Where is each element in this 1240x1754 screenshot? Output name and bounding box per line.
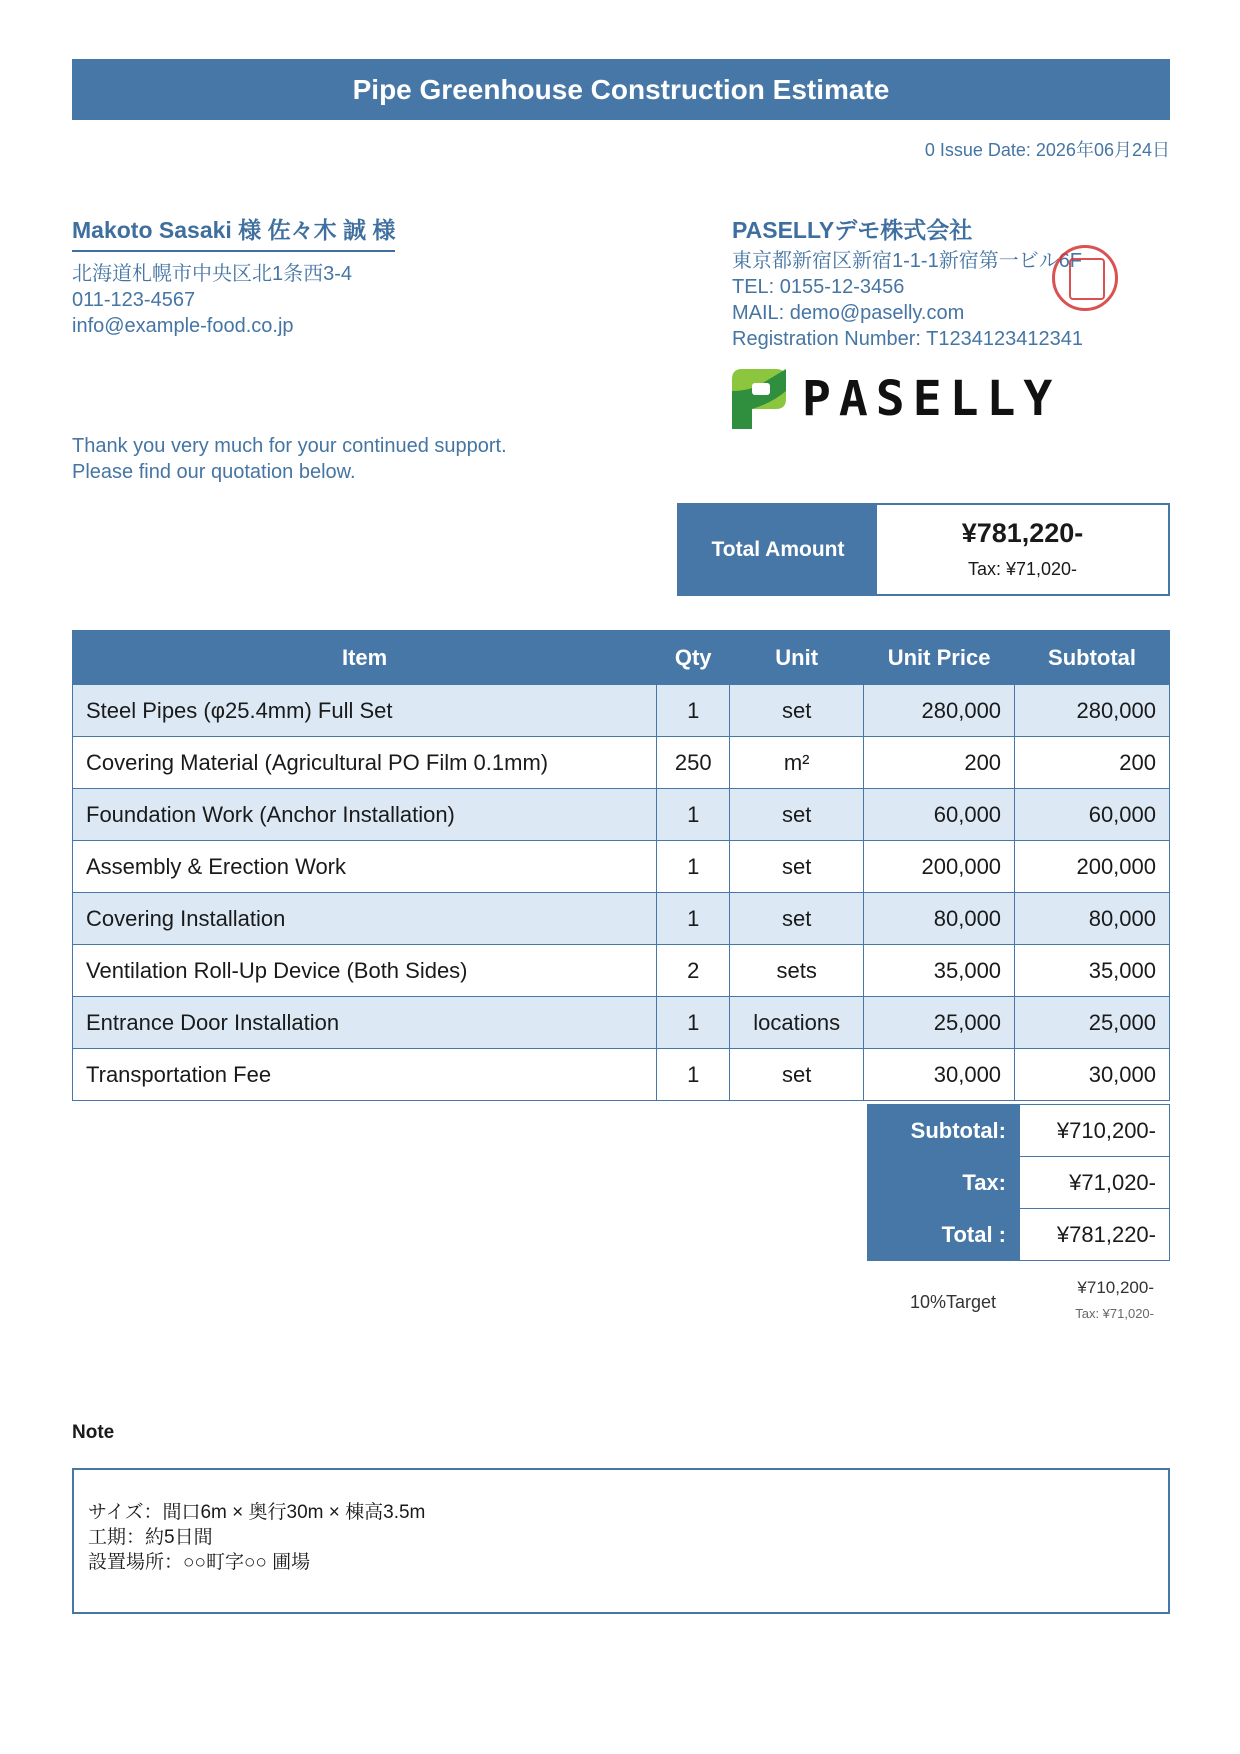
summary-subtotal-row — [868, 1105, 1170, 1157]
company-tel: TEL: 0155-12-3456 — [732, 276, 905, 298]
company-address: 東京都新宿区新宿1-1-1新宿第一ビル6F — [732, 250, 1083, 272]
cell-item: Assembly & Erection Work — [73, 841, 657, 893]
client-email: info@example-food.co.jp — [72, 315, 294, 337]
cell-unit: set — [730, 841, 864, 893]
cell-unit: set — [730, 685, 864, 737]
company-info — [732, 248, 1083, 352]
cell-unit: set — [730, 1049, 864, 1101]
summary-tax-label: Tax: — [868, 1157, 1020, 1209]
header-unit-price: Unit Price — [864, 631, 1015, 685]
company-logo — [732, 368, 1060, 430]
cell-item: Steel Pipes (φ25.4mm) Full Set — [73, 685, 657, 737]
issue-date: 0 Issue Date: 2026年06月24日 — [924, 140, 1170, 160]
cell-price: 60,000 — [864, 789, 1015, 841]
tax-target-label: 10%Target — [910, 1292, 997, 1312]
client-address: 北海道札幌市中央区北1条西3-4 — [72, 263, 353, 285]
table-row — [73, 841, 1170, 893]
cell-item: Ventilation Roll-Up Device (Both Sides) — [73, 945, 657, 997]
cell-subtotal: 80,000 — [1015, 893, 1170, 945]
note-box — [72, 1468, 1170, 1614]
logo-wordmark: PASELLY — [802, 371, 1061, 427]
cell-subtotal: 30,000 — [1015, 1049, 1170, 1101]
tax-target-tax: Tax: ¥71,020- — [1075, 1306, 1154, 1321]
cell-unit: m² — [730, 737, 864, 789]
cell-subtotal: 60,000 — [1015, 789, 1170, 841]
cell-item: Covering Material (Agricultural PO Film 0.1mm) — [73, 737, 657, 789]
note-title: Note — [72, 1422, 115, 1443]
summary-tax-row — [868, 1157, 1170, 1209]
header-unit: Unit — [730, 631, 864, 685]
company-registration: Registration Number: T1234123412341 — [732, 328, 1083, 350]
cell-price: 200 — [864, 737, 1015, 789]
company-seal-stamp — [1052, 245, 1118, 311]
cell-qty: 250 — [657, 737, 730, 789]
company-mail: MAIL: demo@paselly.com — [732, 302, 965, 324]
cell-qty: 1 — [657, 893, 730, 945]
leaf-logo-icon — [732, 369, 786, 429]
header-subtotal: Subtotal — [1015, 631, 1170, 685]
table-header-row — [73, 631, 1170, 685]
tax-target-amount: ¥710,200- — [1077, 1278, 1154, 1297]
summary-total-row — [868, 1209, 1170, 1261]
summary-total-label: Total : — [868, 1209, 1020, 1261]
summary-table — [867, 1104, 1170, 1261]
total-tax-value: Tax: ¥71,020- — [967, 559, 1078, 579]
table-row — [73, 737, 1170, 789]
cell-item: Foundation Work (Anchor Installation) — [73, 789, 657, 841]
cell-item: Entrance Door Installation — [73, 997, 657, 1049]
summary-subtotal-value: ¥710,200- — [1020, 1105, 1170, 1157]
total-amount-label: Total Amount — [679, 505, 877, 594]
table-row — [73, 945, 1170, 997]
table-row — [73, 997, 1170, 1049]
total-amount-box — [677, 503, 1170, 596]
total-amount-values — [877, 505, 1168, 594]
cell-item: Covering Installation — [73, 893, 657, 945]
note-line-size: サイズ：間口6m × 奥行30m × 棟高3.5m — [88, 1502, 426, 1523]
summary-tax-value: ¥71,020- — [1020, 1157, 1170, 1209]
cell-item: Transportation Fee — [73, 1049, 657, 1101]
cell-price: 200,000 — [864, 841, 1015, 893]
table-row — [73, 685, 1170, 737]
company-name: PASELLYデモ株式会社 — [732, 217, 973, 243]
summary-total-value: ¥781,220- — [1020, 1209, 1170, 1261]
note-line-location: 設置場所：○○町字○○ 圃場 — [88, 1552, 311, 1573]
cell-subtotal: 280,000 — [1015, 685, 1170, 737]
thanks-line-2: Please find our quotation below. — [72, 461, 356, 483]
cell-qty: 1 — [657, 789, 730, 841]
cell-price: 25,000 — [864, 997, 1015, 1049]
cell-subtotal: 35,000 — [1015, 945, 1170, 997]
cell-subtotal: 200 — [1015, 737, 1170, 789]
client-info — [72, 261, 352, 339]
cell-price: 80,000 — [864, 893, 1015, 945]
note-line-period: 工期：約5日間 — [88, 1527, 213, 1548]
client-name: Makoto Sasaki 様 佐々木 誠 様 — [72, 212, 395, 252]
cell-unit: set — [730, 893, 864, 945]
document-title: Pipe Greenhouse Construction Estimate — [72, 59, 1170, 120]
cell-unit: locations — [730, 997, 864, 1049]
cell-price: 280,000 — [864, 685, 1015, 737]
cell-unit: set — [730, 789, 864, 841]
header-qty: Qty — [657, 631, 730, 685]
table-row — [73, 1049, 1170, 1101]
summary-subtotal-label: Subtotal: — [868, 1105, 1020, 1157]
cell-unit: sets — [730, 945, 864, 997]
cell-qty: 2 — [657, 945, 730, 997]
thanks-message — [72, 433, 507, 485]
table-row — [73, 789, 1170, 841]
cell-qty: 1 — [657, 841, 730, 893]
cell-price: 30,000 — [864, 1049, 1015, 1101]
thanks-line-1: Thank you very much for your continued support. — [72, 435, 507, 457]
cell-price: 35,000 — [864, 945, 1015, 997]
cell-qty: 1 — [657, 1049, 730, 1101]
cell-qty: 1 — [657, 997, 730, 1049]
total-amount-value: ¥781,220- — [961, 518, 1084, 548]
cell-qty: 1 — [657, 685, 730, 737]
items-table — [72, 630, 1170, 1101]
header-item: Item — [73, 631, 657, 685]
cell-subtotal: 200,000 — [1015, 841, 1170, 893]
cell-subtotal: 25,000 — [1015, 997, 1170, 1049]
client-phone: 011-123-4567 — [72, 289, 196, 311]
table-row — [73, 893, 1170, 945]
